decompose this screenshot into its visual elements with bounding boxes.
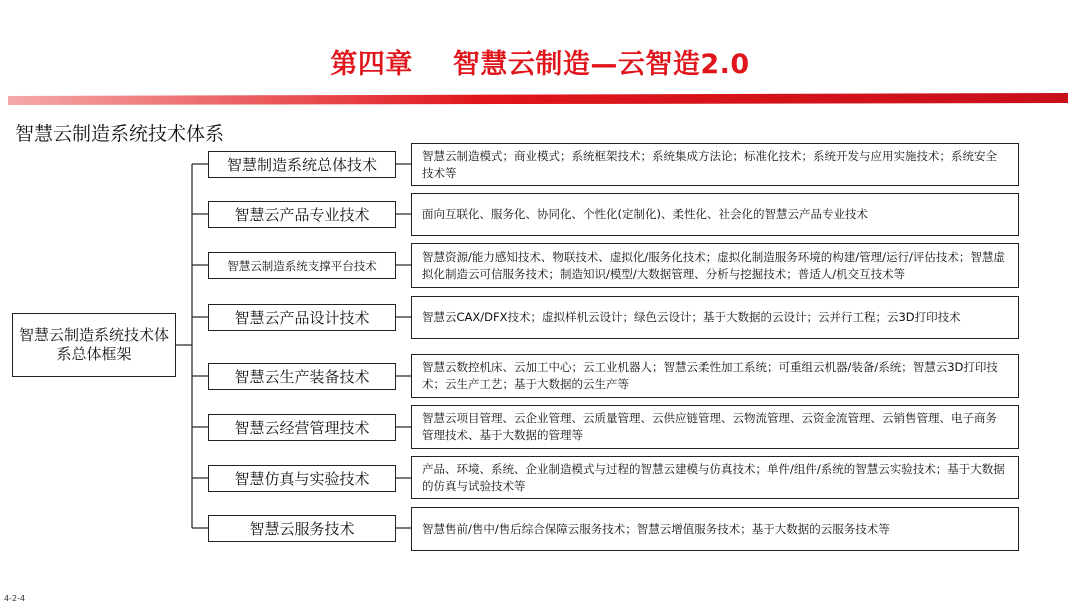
description-box-overall xyxy=(411,143,1019,186)
category-label: 智慧仿真与实验技术 xyxy=(234,470,370,488)
category-label: 智慧制造系统总体技术 xyxy=(226,156,377,174)
category-node-platform xyxy=(208,252,396,279)
description-box-simulation xyxy=(411,456,1019,499)
chapter-title: 智慧云制造—云智造2.0 xyxy=(452,49,750,80)
description-box-management xyxy=(411,405,1019,449)
page-number: 4-2-4 xyxy=(4,594,26,603)
category-node-overall xyxy=(208,151,396,178)
category-label: 智慧云服务技术 xyxy=(249,520,355,538)
description-text: 面向互联化、服务化、协同化、个性化(定制化)、柔性化、社会化的智慧云产品专业技术 xyxy=(422,207,868,221)
description-text: 智慧云数控机床、云加工中心；云工业机器人；智慧云柔性加工系统；可重组云机器/装备/系统；智慧云3D打印技术；云生产工艺；基于大数据的云生产等 xyxy=(422,360,998,391)
description-box-service xyxy=(411,507,1019,551)
category-node-equipment xyxy=(208,363,396,390)
description-text: 智慧云制造模式；商业模式；系统框架技术；系统集成方法论；标准化技术；系统开发与应用实施技术；系统安全技术等 xyxy=(422,148,997,180)
category-node-design xyxy=(208,304,396,331)
description-box-equipment xyxy=(411,354,1019,398)
description-text: 智慧售前/售中/售后综合保障云服务技术；智慧云增值服务技术；基于大数据的云服务技术等 xyxy=(422,521,890,536)
category-node-product-specialty xyxy=(208,201,396,228)
category-label: 智慧云产品专业技术 xyxy=(234,206,370,224)
description-box-product-specialty xyxy=(411,193,1019,236)
description-text: 产品、环境、系统、企业制造模式与过程的智慧云建模与仿真技术；单件/组件/系统的智慧云实验技术；基于大数据的仿真与试验技术等 xyxy=(422,461,1005,493)
description-text: 智慧资源/能力感知技术、物联技术、虚拟化/服务化技术；虚拟化制造服务环境的构建/管理/运行/评估技术；智慧虚拟化制造云可信服务技术；制造知识/模型/大数据管理、分析与挖掘技术；普适人/机交互技术等 xyxy=(422,249,1005,281)
category-label: 智慧云制造系统支撑平台技术 xyxy=(227,258,377,273)
category-label: 智慧云经营管理技术 xyxy=(234,419,370,437)
category-node-management xyxy=(208,414,396,441)
category-node-simulation xyxy=(208,465,396,492)
section-heading: 智慧云制造系统技术体系 xyxy=(15,123,225,145)
category-label: 智慧云生产装备技术 xyxy=(234,368,370,386)
category-node-service xyxy=(208,515,396,542)
chapter-label: 第四章 xyxy=(330,49,413,80)
description-box-design xyxy=(411,296,1019,339)
description-text: 智慧云项目管理、云企业管理、云质量管理、云供应链管理、云物流管理、云资金流管理、云销售管理、电子商务管理技术、基于大数据的管理等 xyxy=(422,411,997,442)
root-node xyxy=(12,313,176,377)
description-box-platform xyxy=(411,243,1019,288)
root-node-label: 智慧云制造系统技术体系总体框架 xyxy=(19,325,170,363)
category-label: 智慧云产品设计技术 xyxy=(234,309,370,327)
description-text: 智慧云CAX/DFX技术；虚拟样机云设计；绿色云设计；基于大数据的云设计；云并行工程；云3D打印技术 xyxy=(422,310,961,324)
